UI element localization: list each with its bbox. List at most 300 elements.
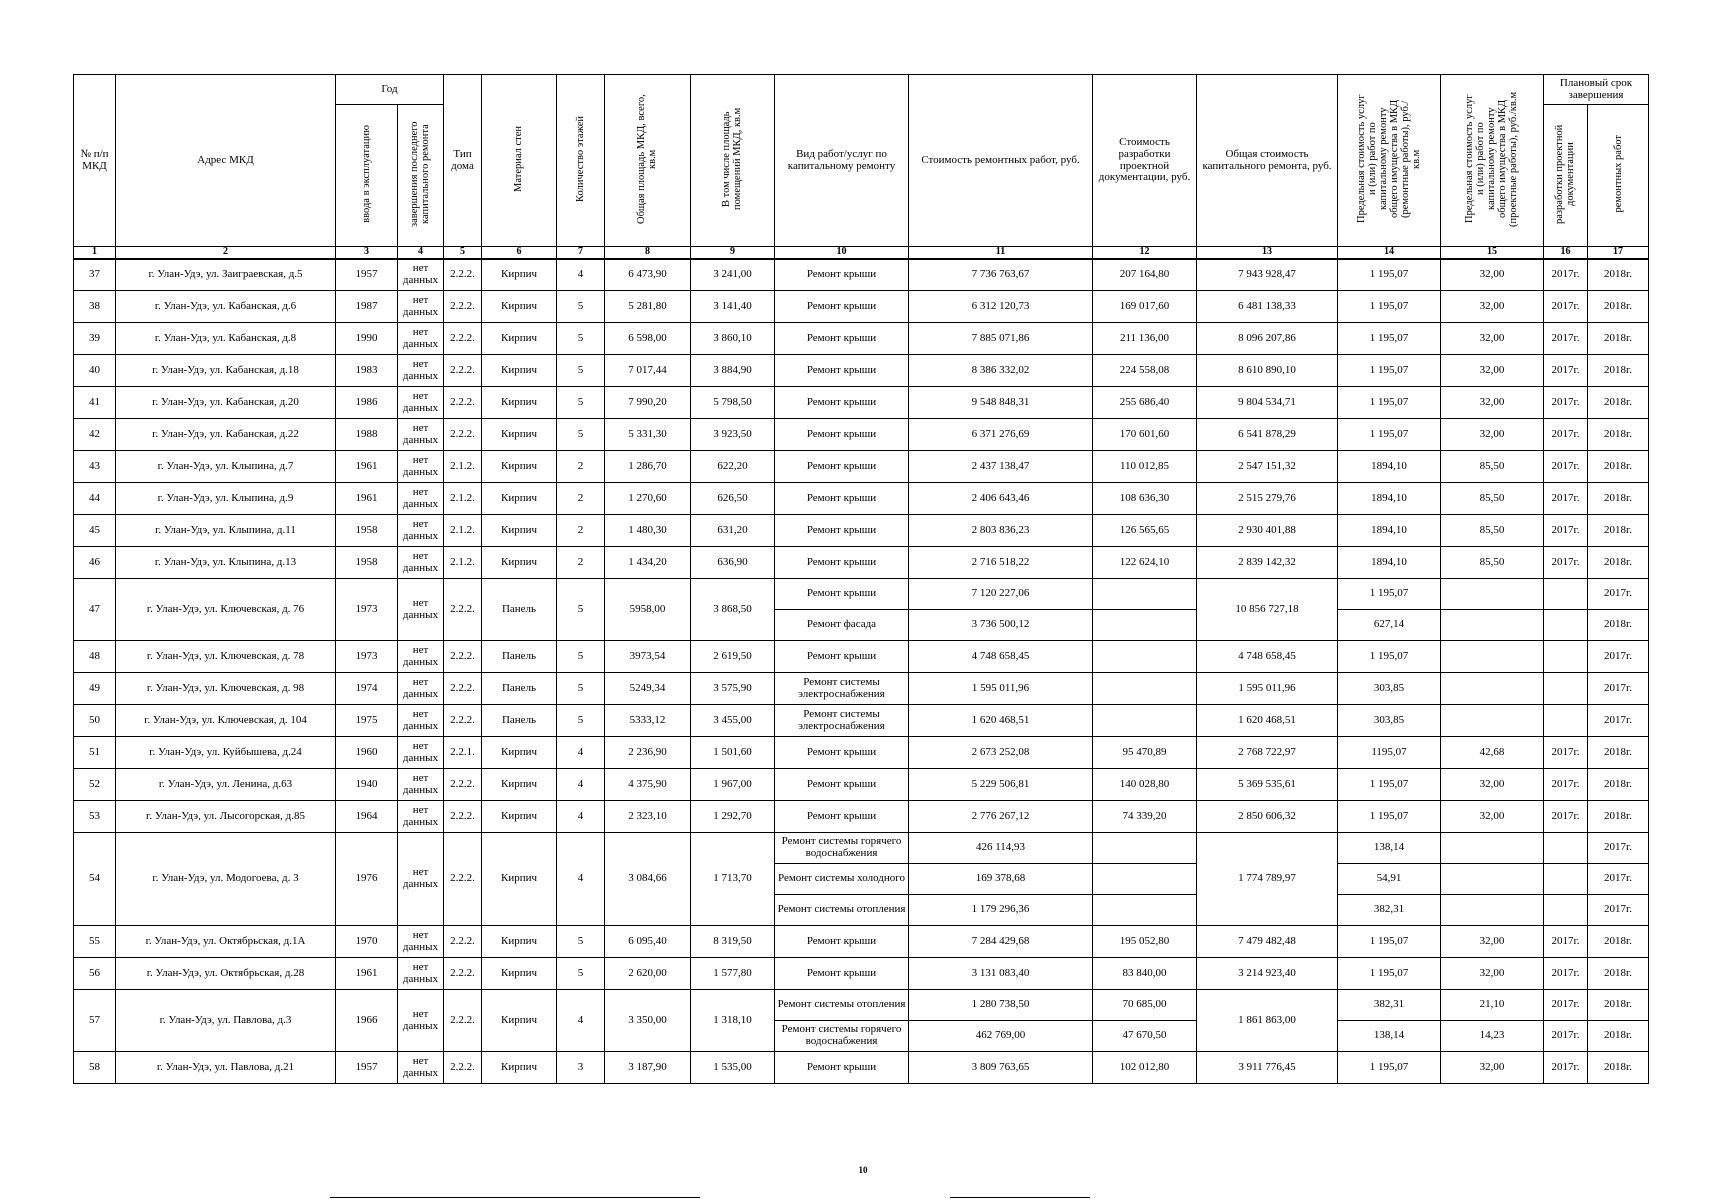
row-number: 46 (74, 547, 116, 579)
last-repair: нет данных (398, 1052, 444, 1084)
work-type: Ремонт крыши (775, 419, 909, 451)
last-repair: нет данных (398, 419, 444, 451)
house-type: 2.2.1. (444, 737, 482, 769)
column-number: 7 (557, 247, 605, 259)
total-cost: 8 096 207,86 (1197, 323, 1338, 355)
project-cost (1093, 673, 1197, 705)
work-type: Ремонт крыши (775, 291, 909, 323)
house-type: 2.2.2. (444, 323, 482, 355)
project-cost: 255 686,40 (1093, 387, 1197, 419)
total-cost: 1 774 789,97 (1197, 833, 1338, 926)
limit-repair: 382,31 (1338, 895, 1441, 926)
last-repair: нет данных (398, 259, 444, 291)
house-type: 2.2.2. (444, 259, 482, 291)
limit-project: 32,00 (1441, 355, 1544, 387)
commission-year: 1970 (336, 926, 398, 958)
term-project: 2017г. (1544, 291, 1588, 323)
wall-material: Панель (482, 673, 557, 705)
wall-material: Кирпич (482, 926, 557, 958)
floors: 5 (557, 926, 605, 958)
work-type: Ремонт крыши (775, 259, 909, 291)
term-repair: 2017г. (1588, 864, 1649, 895)
work-type: Ремонт системы горячего водоснабжения (775, 833, 909, 864)
house-type: 2.2.2. (444, 926, 482, 958)
floors: 4 (557, 833, 605, 926)
total-area: 6 095,40 (605, 926, 691, 958)
wall-material: Кирпич (482, 259, 557, 291)
row-number: 44 (74, 483, 116, 515)
limit-repair: 1 195,07 (1338, 259, 1441, 291)
commission-year: 1974 (336, 673, 398, 705)
address-cell: г. Улан-Удэ, ул. Заиграевская, д.5 (116, 259, 336, 291)
work-type: Ремонт фасада (775, 610, 909, 641)
commission-year: 1975 (336, 705, 398, 737)
repair-cost: 9 548 848,31 (909, 387, 1093, 419)
row-number: 38 (74, 291, 116, 323)
row-number: 39 (74, 323, 116, 355)
premises-area: 3 455,00 (691, 705, 775, 737)
floors: 4 (557, 801, 605, 833)
house-type: 2.2.2. (444, 769, 482, 801)
row-number: 50 (74, 705, 116, 737)
wall-material: Кирпич (482, 355, 557, 387)
project-cost: 211 136,00 (1093, 323, 1197, 355)
term-project: 2017г. (1544, 801, 1588, 833)
empty-cell (1441, 579, 1544, 610)
wall-material: Кирпич (482, 1052, 557, 1084)
repair-cost: 169 378,68 (909, 864, 1093, 895)
limit-repair: 1 195,07 (1338, 769, 1441, 801)
commission-year: 1961 (336, 483, 398, 515)
header-number: № п/п МКД (74, 75, 116, 247)
premises-area: 1 967,00 (691, 769, 775, 801)
repair-cost: 2 716 518,22 (909, 547, 1093, 579)
limit-repair: 1894,10 (1338, 451, 1441, 483)
house-type: 2.2.2. (444, 673, 482, 705)
row-number: 37 (74, 259, 116, 291)
term-repair: 2018г. (1588, 419, 1649, 451)
capital-repair-table (73, 74, 1649, 1084)
project-cost: 122 624,10 (1093, 547, 1197, 579)
repair-cost: 462 769,00 (909, 1021, 1093, 1052)
table-row (74, 419, 1649, 451)
term-repair: 2017г. (1588, 833, 1649, 864)
work-type: Ремонт крыши (775, 515, 909, 547)
commission-year: 1987 (336, 291, 398, 323)
table-row (74, 355, 1649, 387)
term-project: 2017г. (1544, 926, 1588, 958)
term-project: 2017г. (1544, 1021, 1588, 1052)
commission-year: 1961 (336, 451, 398, 483)
house-type: 2.2.2. (444, 958, 482, 990)
table-row (74, 958, 1649, 990)
total-area: 5 281,80 (605, 291, 691, 323)
term-repair: 2018г. (1588, 737, 1649, 769)
wall-material: Панель (482, 705, 557, 737)
wall-material: Кирпич (482, 833, 557, 926)
address-cell: г. Улан-Удэ, ул. Кабанская, д.22 (116, 419, 336, 451)
column-number: 1 (74, 247, 116, 259)
row-number: 43 (74, 451, 116, 483)
house-type: 2.1.2. (444, 451, 482, 483)
limit-project: 21,10 (1441, 990, 1544, 1021)
term-repair: 2018г. (1588, 259, 1649, 291)
commission-year: 1976 (336, 833, 398, 926)
limit-project: 85,50 (1441, 547, 1544, 579)
wall-material: Кирпич (482, 291, 557, 323)
repair-cost: 5 229 506,81 (909, 769, 1093, 801)
work-type: Ремонт крыши (775, 483, 909, 515)
term-repair: 2018г. (1588, 1052, 1649, 1084)
premises-area: 3 241,00 (691, 259, 775, 291)
last-repair: нет данных (398, 387, 444, 419)
project-cost (1093, 641, 1197, 673)
commission-year: 1990 (336, 323, 398, 355)
total-area: 6 598,00 (605, 323, 691, 355)
floors: 2 (557, 451, 605, 483)
floors: 4 (557, 769, 605, 801)
table-row (74, 769, 1649, 801)
header-limit-project: Предельная стоимость услуг и (или) работ по капитальному ремонту общего имущества в МКД (проектные работы), руб./кв.м (1441, 75, 1544, 247)
project-cost: 102 012,80 (1093, 1052, 1197, 1084)
term-project (1544, 705, 1588, 737)
house-type: 2.2.2. (444, 641, 482, 673)
repair-cost: 1 620 468,51 (909, 705, 1093, 737)
limit-project: 32,00 (1441, 259, 1544, 291)
term-repair: 2018г. (1588, 323, 1649, 355)
address-cell: г. Улан-Удэ, ул. Кабанская, д.6 (116, 291, 336, 323)
row-number: 53 (74, 801, 116, 833)
header-limit-repair: Предельная стоимость услуг и (или) работ по капитальному ремонту общего имущества в МКД (ремонтные работы), руб./кв.м (1338, 75, 1441, 247)
address-cell: г. Улан-Удэ, ул. Кабанская, д.8 (116, 323, 336, 355)
table-row (74, 926, 1649, 958)
total-area: 4 375,90 (605, 769, 691, 801)
empty-cell (1093, 579, 1197, 610)
house-type: 2.2.2. (444, 579, 482, 641)
premises-area: 3 141,40 (691, 291, 775, 323)
commission-year: 1958 (336, 547, 398, 579)
premises-area: 3 868,50 (691, 579, 775, 641)
floors: 3 (557, 1052, 605, 1084)
repair-cost: 7 284 429,68 (909, 926, 1093, 958)
project-cost: 170 601,60 (1093, 419, 1197, 451)
house-type: 2.1.2. (444, 515, 482, 547)
work-type: Ремонт крыши (775, 323, 909, 355)
address-cell: г. Улан-Удэ, ул. Куйбышева, д.24 (116, 737, 336, 769)
header-work-type: Вид работ/услуг по капитальному ремонту (775, 75, 909, 247)
limit-repair: 138,14 (1338, 833, 1441, 864)
total-cost: 8 610 890,10 (1197, 355, 1338, 387)
total-area: 5249,34 (605, 673, 691, 705)
address-cell: г. Улан-Удэ, ул. Клыпина, д.9 (116, 483, 336, 515)
limit-repair: 1 195,07 (1338, 958, 1441, 990)
address-cell: г. Улан-Удэ, ул. Клыпина, д.13 (116, 547, 336, 579)
floors: 5 (557, 323, 605, 355)
term-repair: 2018г. (1588, 483, 1649, 515)
wall-material: Кирпич (482, 515, 557, 547)
project-cost: 74 339,20 (1093, 801, 1197, 833)
total-cost: 7 943 928,47 (1197, 259, 1338, 291)
address-cell: г. Улан-Удэ, ул. Октябрьская, д.1А (116, 926, 336, 958)
last-repair: нет данных (398, 323, 444, 355)
limit-project: 32,00 (1441, 926, 1544, 958)
limit-project: 32,00 (1441, 387, 1544, 419)
work-type: Ремонт крыши (775, 547, 909, 579)
table-row (74, 1052, 1649, 1084)
work-type: Ремонт крыши (775, 958, 909, 990)
empty-cell (1544, 610, 1588, 641)
address-cell: г. Улан-Удэ, ул. Павлова, д.3 (116, 990, 336, 1052)
empty-cell (1093, 864, 1197, 895)
project-cost: 169 017,60 (1093, 291, 1197, 323)
total-area: 5958,00 (605, 579, 691, 641)
column-number: 3 (336, 247, 398, 259)
wall-material: Кирпич (482, 737, 557, 769)
commission-year: 1961 (336, 958, 398, 990)
table-row (74, 737, 1649, 769)
empty-cell (1544, 864, 1588, 895)
address-cell: г. Улан-Удэ, ул. Модогоева, д. 3 (116, 833, 336, 926)
total-area: 1 286,70 (605, 451, 691, 483)
footer-line (950, 1197, 1090, 1198)
term-project: 2017г. (1544, 355, 1588, 387)
term-repair: 2018г. (1588, 926, 1649, 958)
repair-cost: 2 673 252,08 (909, 737, 1093, 769)
premises-area: 5 798,50 (691, 387, 775, 419)
wall-material: Кирпич (482, 323, 557, 355)
limit-repair: 1 195,07 (1338, 1052, 1441, 1084)
house-type: 2.2.2. (444, 990, 482, 1052)
work-type: Ремонт крыши (775, 641, 909, 673)
work-type: Ремонт системы электроснабжения (775, 673, 909, 705)
floors: 4 (557, 259, 605, 291)
total-cost: 1 861 863,00 (1197, 990, 1338, 1052)
wall-material: Кирпич (482, 990, 557, 1052)
house-type: 2.2.2. (444, 801, 482, 833)
column-number: 8 (605, 247, 691, 259)
table-row (74, 990, 1649, 1021)
floors: 5 (557, 641, 605, 673)
address-cell: г. Улан-Удэ, ул. Ключевская, д. 76 (116, 579, 336, 641)
last-repair: нет данных (398, 769, 444, 801)
column-number: 2 (116, 247, 336, 259)
limit-repair: 54,91 (1338, 864, 1441, 895)
project-cost: 126 565,65 (1093, 515, 1197, 547)
last-repair: нет данных (398, 641, 444, 673)
limit-repair: 303,85 (1338, 673, 1441, 705)
last-repair: нет данных (398, 673, 444, 705)
limit-repair: 1 195,07 (1338, 579, 1441, 610)
wall-material: Кирпич (482, 483, 557, 515)
work-type: Ремонт крыши (775, 451, 909, 483)
row-number: 47 (74, 579, 116, 641)
term-repair: 2018г. (1588, 387, 1649, 419)
header-wall-material: Материал стен (482, 75, 557, 247)
table-row (74, 323, 1649, 355)
limit-project: 32,00 (1441, 1052, 1544, 1084)
term-repair: 2018г. (1588, 291, 1649, 323)
address-cell: г. Улан-Удэ, ул. Павлова, д.21 (116, 1052, 336, 1084)
row-number: 51 (74, 737, 116, 769)
floors: 2 (557, 483, 605, 515)
floors: 5 (557, 419, 605, 451)
term-repair: 2018г. (1588, 610, 1649, 641)
term-project: 2017г. (1544, 451, 1588, 483)
term-repair: 2017г. (1588, 579, 1649, 610)
floors: 5 (557, 705, 605, 737)
commission-year: 1983 (336, 355, 398, 387)
limit-project: 85,50 (1441, 451, 1544, 483)
commission-year: 1957 (336, 1052, 398, 1084)
total-cost: 2 768 722,97 (1197, 737, 1338, 769)
term-repair: 2017г. (1588, 673, 1649, 705)
commission-year: 1988 (336, 419, 398, 451)
limit-project: 32,00 (1441, 958, 1544, 990)
commission-year: 1958 (336, 515, 398, 547)
total-area: 5 331,30 (605, 419, 691, 451)
work-type: Ремонт крыши (775, 926, 909, 958)
table-row (74, 547, 1649, 579)
total-area: 1 270,60 (605, 483, 691, 515)
work-type: Ремонт системы горячего водоснабжения (775, 1021, 909, 1052)
total-cost: 2 547 151,32 (1197, 451, 1338, 483)
term-repair: 2018г. (1588, 451, 1649, 483)
floors: 5 (557, 355, 605, 387)
total-area: 7 990,20 (605, 387, 691, 419)
premises-area: 8 319,50 (691, 926, 775, 958)
row-number: 45 (74, 515, 116, 547)
row-number: 58 (74, 1052, 116, 1084)
wall-material: Панель (482, 579, 557, 641)
repair-cost: 426 114,93 (909, 833, 1093, 864)
header-total-cost: Общая стоимость капитального ремонта, руб. (1197, 75, 1338, 247)
column-number: 13 (1197, 247, 1338, 259)
repair-cost: 4 748 658,45 (909, 641, 1093, 673)
commission-year: 1973 (336, 641, 398, 673)
table-row (74, 579, 1649, 610)
repair-cost: 3 131 083,40 (909, 958, 1093, 990)
address-cell: г. Улан-Удэ, ул. Ключевская, д. 98 (116, 673, 336, 705)
row-number: 40 (74, 355, 116, 387)
row-number: 54 (74, 833, 116, 926)
total-area: 3973,54 (605, 641, 691, 673)
floors: 2 (557, 515, 605, 547)
total-cost: 6 481 138,33 (1197, 291, 1338, 323)
limit-repair: 1 195,07 (1338, 291, 1441, 323)
row-number: 42 (74, 419, 116, 451)
repair-cost: 7 736 763,67 (909, 259, 1093, 291)
project-cost: 70 685,00 (1093, 990, 1197, 1021)
last-repair: нет данных (398, 705, 444, 737)
address-cell: г. Улан-Удэ, ул. Кабанская, д.18 (116, 355, 336, 387)
term-repair: 2018г. (1588, 515, 1649, 547)
term-project: 2017г. (1544, 515, 1588, 547)
empty-cell (1544, 579, 1588, 610)
last-repair: нет данных (398, 579, 444, 641)
premises-area: 636,90 (691, 547, 775, 579)
last-repair: нет данных (398, 737, 444, 769)
column-number: 15 (1441, 247, 1544, 259)
limit-repair: 303,85 (1338, 705, 1441, 737)
total-area: 3 187,90 (605, 1052, 691, 1084)
limit-repair: 1 195,07 (1338, 355, 1441, 387)
term-project: 2017г. (1544, 259, 1588, 291)
header-term-group: Плановый срок завершения (1544, 75, 1649, 105)
repair-cost: 2 437 138,47 (909, 451, 1093, 483)
commission-year: 1960 (336, 737, 398, 769)
project-cost: 47 670,50 (1093, 1021, 1197, 1052)
total-cost: 6 541 878,29 (1197, 419, 1338, 451)
premises-area: 631,20 (691, 515, 775, 547)
premises-area: 622,20 (691, 451, 775, 483)
empty-cell (1093, 895, 1197, 926)
limit-project: 32,00 (1441, 419, 1544, 451)
header-last-repair-year: завершения последнего капитального ремонта (398, 105, 444, 247)
project-cost: 95 470,89 (1093, 737, 1197, 769)
commission-year: 1966 (336, 990, 398, 1052)
project-cost: 108 636,30 (1093, 483, 1197, 515)
column-number: 14 (1338, 247, 1441, 259)
column-number: 5 (444, 247, 482, 259)
row-number: 57 (74, 990, 116, 1052)
term-repair: 2017г. (1588, 895, 1649, 926)
row-number: 48 (74, 641, 116, 673)
header-premises-area: В том числе площадь помещений МКД, кв.м (691, 75, 775, 247)
work-type: Ремонт системы электроснабжения (775, 705, 909, 737)
wall-material: Кирпич (482, 769, 557, 801)
house-type: 2.2.2. (444, 419, 482, 451)
table-body (74, 259, 1649, 1084)
limit-project: 42,68 (1441, 737, 1544, 769)
header-repair-cost: Стоимость ремонтных работ, руб. (909, 75, 1093, 247)
premises-area: 1 535,00 (691, 1052, 775, 1084)
repair-cost: 1 595 011,96 (909, 673, 1093, 705)
limit-repair: 1894,10 (1338, 483, 1441, 515)
repair-cost: 3 809 763,65 (909, 1052, 1093, 1084)
limit-project: 32,00 (1441, 323, 1544, 355)
empty-cell (1093, 610, 1197, 641)
repair-cost: 1 280 738,50 (909, 990, 1093, 1021)
term-project: 2017г. (1544, 419, 1588, 451)
premises-area: 2 619,50 (691, 641, 775, 673)
wall-material: Кирпич (482, 958, 557, 990)
column-numbers-row (74, 247, 1649, 259)
total-cost: 3 214 923,40 (1197, 958, 1338, 990)
table-row (74, 705, 1649, 737)
project-cost: 83 840,00 (1093, 958, 1197, 990)
column-number: 4 (398, 247, 444, 259)
project-cost (1093, 705, 1197, 737)
house-type: 2.2.2. (444, 1052, 482, 1084)
term-repair: 2018г. (1588, 801, 1649, 833)
commission-year: 1940 (336, 769, 398, 801)
wall-material: Кирпич (482, 451, 557, 483)
limit-repair: 1 195,07 (1338, 926, 1441, 958)
work-type: Ремонт системы холодного (775, 864, 909, 895)
total-cost: 4 748 658,45 (1197, 641, 1338, 673)
table-row (74, 515, 1649, 547)
table-row (74, 291, 1649, 323)
row-number: 55 (74, 926, 116, 958)
limit-repair: 1 195,07 (1338, 641, 1441, 673)
house-type: 2.1.2. (444, 483, 482, 515)
total-cost: 2 515 279,76 (1197, 483, 1338, 515)
address-cell: г. Улан-Удэ, ул. Клыпина, д.11 (116, 515, 336, 547)
total-area: 2 236,90 (605, 737, 691, 769)
row-number: 56 (74, 958, 116, 990)
premises-area: 1 501,60 (691, 737, 775, 769)
last-repair: нет данных (398, 990, 444, 1052)
